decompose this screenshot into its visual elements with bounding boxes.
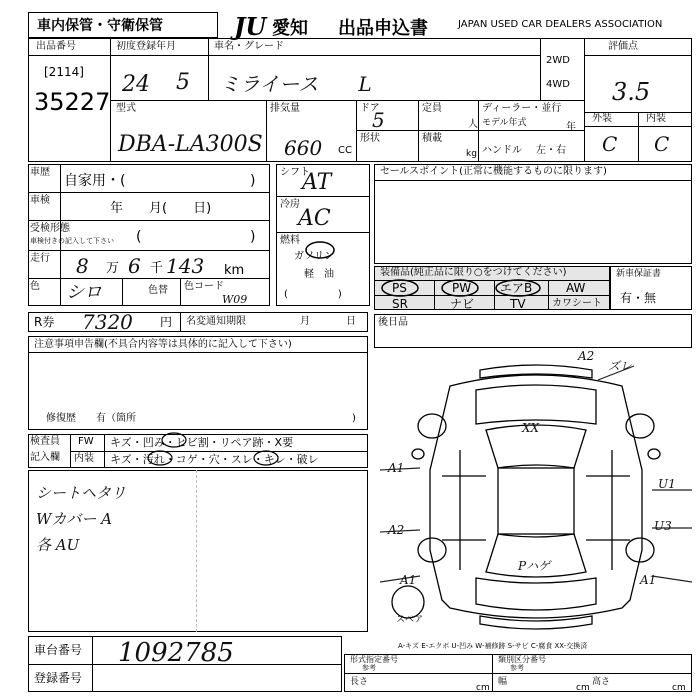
form-title: 出品申込書 bbox=[338, 18, 428, 39]
note-3: 各 AU bbox=[36, 536, 80, 554]
warranty-label: 新車保証書 bbox=[616, 269, 662, 279]
handle-options: 左・右 bbox=[536, 145, 566, 156]
lot-box: [2114] bbox=[44, 65, 84, 79]
eq-ps: PS bbox=[392, 281, 407, 295]
color-code-label: 色コード bbox=[184, 281, 224, 292]
mileage-man-value: 8 bbox=[76, 254, 89, 278]
chassis-value: 1092785 bbox=[118, 638, 234, 668]
car-name-value: ミライース L bbox=[220, 72, 372, 96]
doors-label: ドア bbox=[360, 103, 380, 114]
model-year-label: モデル年式 bbox=[482, 118, 527, 128]
repair-label: 修復歴 有（箇所 bbox=[46, 413, 136, 424]
history-label: 車歴 bbox=[30, 167, 50, 178]
handle-label: ハンドル bbox=[482, 145, 522, 156]
ac-label: 冷房 bbox=[280, 199, 300, 210]
diagram-plug: Pハゲ bbox=[518, 559, 551, 573]
after-label: 後日品 bbox=[378, 317, 408, 328]
interior-value: C bbox=[654, 132, 670, 156]
reg-no-label: 登録番号 bbox=[34, 671, 83, 685]
after-box bbox=[374, 314, 692, 348]
name-change-label: 名変通知期限 bbox=[186, 316, 246, 327]
eq-navi: ナビ bbox=[450, 297, 475, 311]
model-value: DBA-LA300S bbox=[118, 132, 263, 157]
inspector-circles bbox=[140, 432, 300, 470]
eq-sr: SR bbox=[392, 297, 408, 311]
eq-leather: カワシート bbox=[552, 298, 602, 309]
r-ken-label: R券 bbox=[34, 315, 55, 329]
eq-aw: AW bbox=[566, 281, 586, 295]
displacement-label: 排気量 bbox=[270, 103, 300, 114]
exterior-value: C bbox=[602, 132, 618, 156]
notes-title: 注意事項申告欄(不具合内容等は具体的に記入して下さい) bbox=[34, 339, 292, 350]
damage-legend: A-キズ E-エクボ U-凹み W-補修跡 S-サビ C-腐食 XX-交換済 bbox=[398, 642, 588, 650]
sales-point-box bbox=[374, 164, 692, 264]
rating-value: 3.5 bbox=[612, 78, 651, 106]
diagram-a1-bl: A1 bbox=[400, 573, 417, 587]
drive-4wd: 4WD bbox=[546, 79, 570, 90]
note-2: Wカバー A bbox=[36, 510, 113, 528]
displacement-value: 660 bbox=[284, 136, 323, 160]
lot-label: 出品番号 bbox=[36, 41, 76, 52]
dealer-label: ディーラー・並行 bbox=[482, 103, 562, 114]
association-name: JAPAN USED CAR DEALERS ASSOCIATION bbox=[458, 19, 663, 30]
chassis-label: 車台番号 bbox=[34, 643, 83, 657]
car-damage-diagram bbox=[380, 350, 692, 640]
diagram-xx: XX bbox=[522, 421, 540, 435]
entry-label: 記入欄 bbox=[30, 452, 60, 463]
storage-badge: 車内保管・守衛保管 bbox=[28, 12, 218, 38]
drive-2wd: 2WD bbox=[546, 55, 570, 66]
diagram-a1-left: A1 bbox=[388, 461, 405, 475]
interior-label: 内装 bbox=[646, 113, 666, 124]
mileage-rest-value: 143 bbox=[166, 254, 205, 278]
fuel-circle bbox=[300, 238, 340, 262]
color-label: 色 bbox=[30, 281, 40, 292]
rating-label: 評価点 bbox=[608, 41, 638, 52]
load-label: 積載 bbox=[422, 133, 442, 144]
note-1: シートヘタリ bbox=[36, 484, 127, 502]
first-reg-year: 24 bbox=[122, 72, 150, 97]
lot-number: 35227 bbox=[34, 88, 111, 116]
mileage-label: 走行 bbox=[30, 253, 50, 264]
first-reg-label: 初度登録年月 bbox=[116, 41, 176, 52]
shift-value: AT bbox=[302, 170, 332, 195]
color-value: シロ bbox=[66, 282, 102, 303]
org-name: 愛知 bbox=[272, 18, 308, 39]
eq-tv: TV bbox=[510, 297, 526, 311]
diagram-u1: U1 bbox=[658, 477, 676, 491]
eq-airbag: エアB bbox=[500, 281, 533, 295]
fuel-label: 燃料 bbox=[280, 235, 300, 246]
ju-logo: JU bbox=[234, 12, 267, 41]
capacity-label: 定員 bbox=[422, 103, 442, 114]
equipment-circles bbox=[380, 276, 610, 300]
diagram-a2-left: A2 bbox=[388, 523, 405, 537]
r-ken-value: 7320 bbox=[82, 310, 133, 334]
shift-label: シフト bbox=[280, 167, 310, 178]
ac-value: AC bbox=[298, 206, 331, 231]
equipment-label: 装備品(純正品に限り○をつけてください) bbox=[380, 267, 567, 278]
body-label: 形状 bbox=[360, 133, 380, 144]
receipt-label: 受検形態 bbox=[30, 223, 70, 234]
diagram-a1-br: A1 bbox=[640, 573, 657, 587]
doors-value: 5 bbox=[372, 108, 385, 132]
exterior-label: 外装 bbox=[592, 113, 612, 124]
diagram-zure: ズレ bbox=[608, 359, 633, 373]
eq-pw: PW bbox=[452, 281, 472, 295]
first-reg-month: 5 bbox=[176, 70, 190, 95]
diagram-a2-top: A2 bbox=[578, 349, 595, 363]
diagram-u3: U3 bbox=[654, 519, 672, 533]
spare-label: スペア bbox=[396, 615, 424, 625]
mileage-sen-value: 6 bbox=[128, 254, 141, 278]
model-label: 型式 bbox=[116, 103, 136, 114]
sales-point-label: セールスポイント(正常に機能するものに限ります) bbox=[380, 166, 607, 177]
inspector-label: 検査員 bbox=[30, 436, 60, 447]
color-code-value: W09 bbox=[222, 293, 248, 306]
inspection-label: 車検 bbox=[30, 195, 50, 206]
car-name-label: 車名・グレード bbox=[214, 41, 284, 52]
